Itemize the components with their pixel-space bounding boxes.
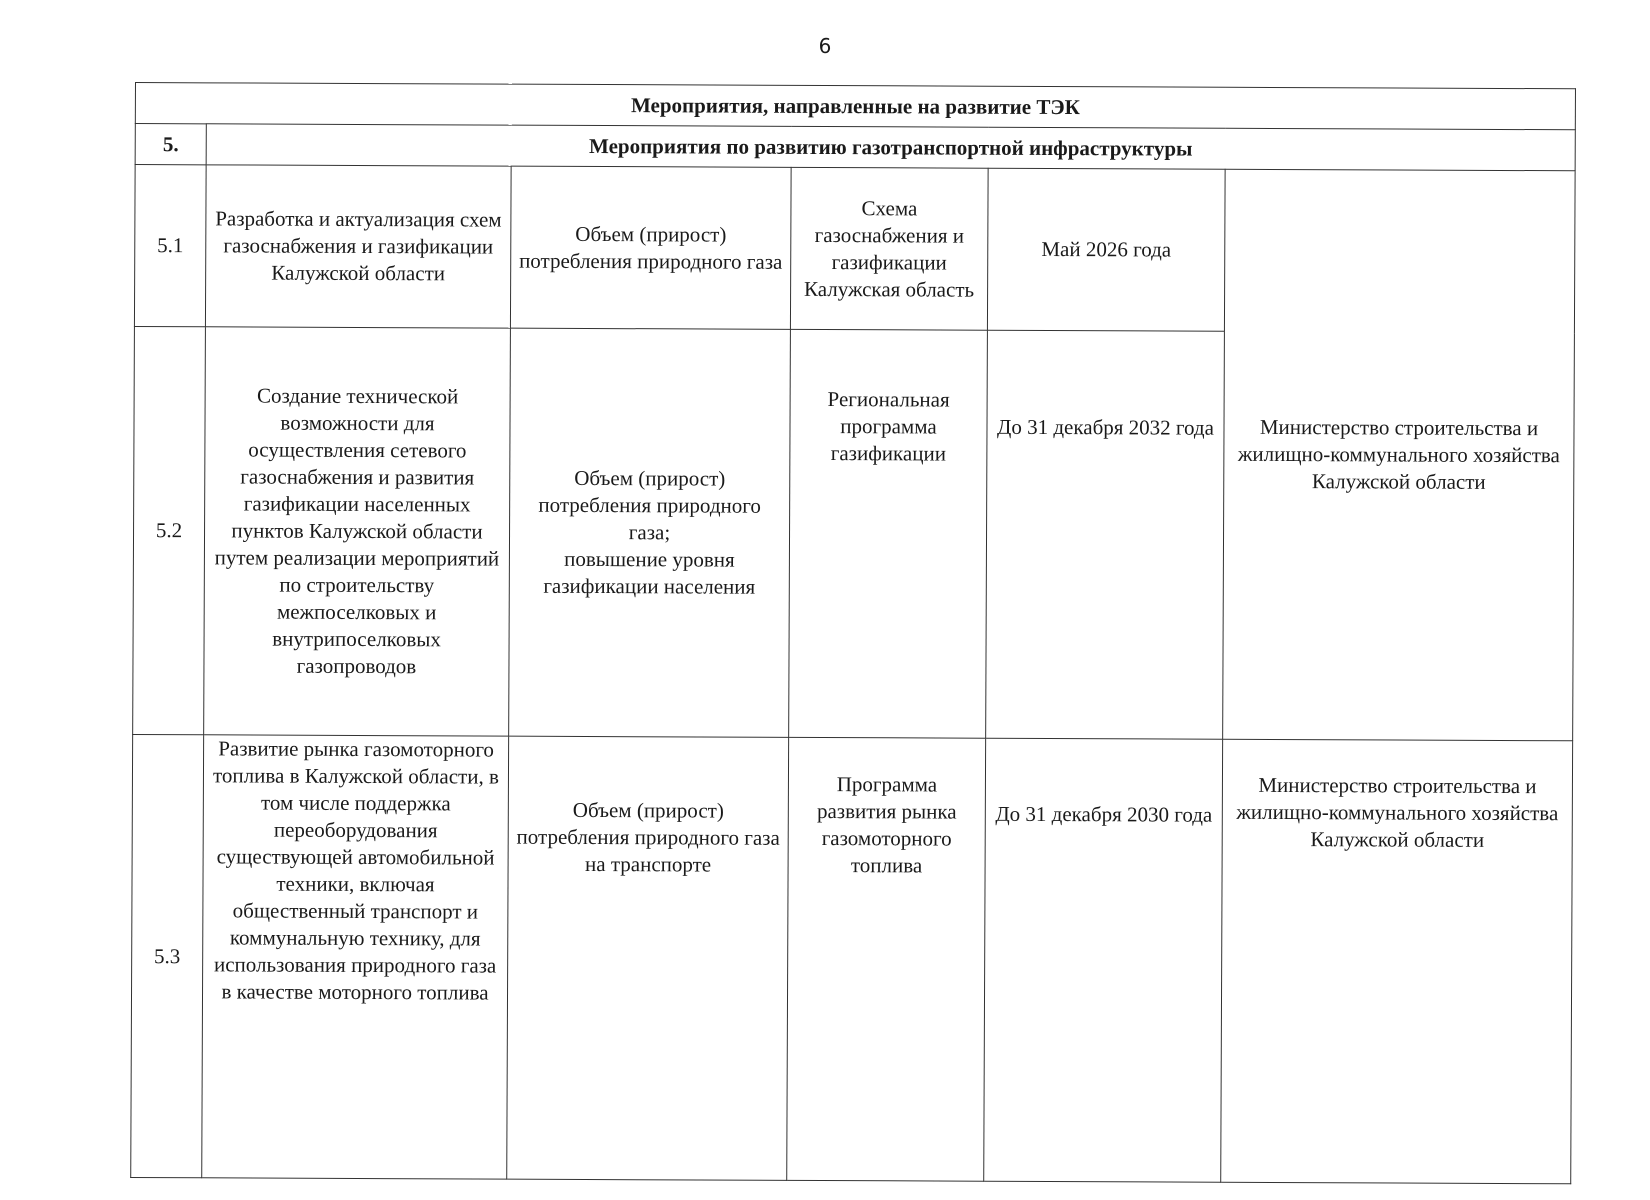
row-number: 5.3	[131, 734, 204, 1177]
row-number: 5.1	[134, 165, 206, 327]
section-header: Мероприятия, направленные на развитие ТЭК	[135, 83, 1575, 130]
table-row	[131, 734, 1573, 1183]
measure-deadline: До 31 декабря 2030 года	[984, 738, 1223, 1182]
measure-deadline: До 31 декабря 2032 года	[986, 330, 1225, 739]
measure-document: Схема газоснабжения и газификации Калужская область	[790, 167, 988, 330]
measure-responsible: Министерство строительства и жилищно-коммунального хозяйства Калужской области	[1223, 169, 1576, 741]
measure-result: Объем (прирост) потребления природного газа на транспорте	[507, 736, 789, 1180]
measure-deadline: Май 2026 года	[987, 168, 1225, 331]
measure-document: Региональная программа газификации	[789, 329, 988, 738]
subsection-number: 5.	[135, 124, 206, 165]
row-number: 5.2	[133, 326, 206, 734]
subsection-title: Мероприятия по развитию газотранспортной инфраструктуры	[206, 124, 1575, 171]
measure-responsible: Министерство строительства и жилищно-коммунального хозяйства Калужской области	[1221, 739, 1573, 1184]
measure-description: Разработка и актуализация схем газоснабжения и газификации Калужской области	[205, 165, 511, 328]
result-line: повышение уровня газификации населения	[543, 546, 756, 599]
page-number: 6	[818, 34, 832, 58]
measure-description: Развитие рынка газомоторного топлива в Калужской области, в том числе поддержка переоборудования существующей автомобильной техники, включая общественный транспорт и коммунальную технику, для использования природного газа в качестве моторного топлива	[202, 735, 509, 1179]
measures-table	[130, 82, 1576, 1184]
table-row	[134, 165, 1575, 333]
measure-result	[509, 328, 791, 737]
measure-description: Создание технической возможности для осуществления сетевого газоснабжения и развития газификации населенных пунктов Калужской области путем реализации мероприятий по строительству межпоселковых и внутрипоселковых газопроводов	[204, 327, 511, 736]
measure-result: Объем (прирост) потребления природного газа	[510, 166, 791, 329]
measure-document: Программа развития рынка газомоторного топлива	[787, 737, 986, 1181]
result-line: Объем (прирост) потребления природного газа;	[538, 465, 761, 545]
subsection-row	[135, 124, 1575, 171]
section-header-row	[135, 83, 1575, 130]
